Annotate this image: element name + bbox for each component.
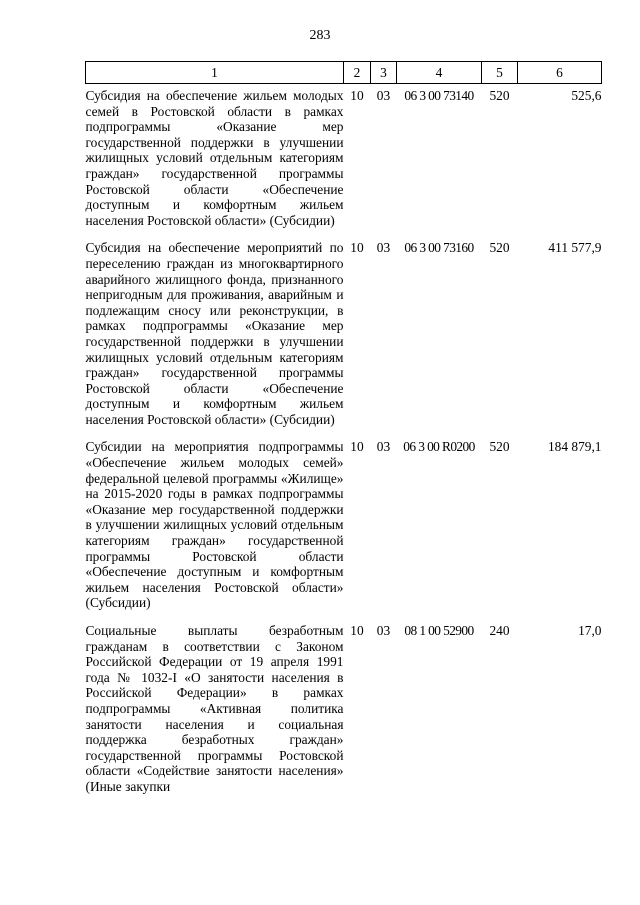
row-description: Субсидия на обеспечение мероприятий по переселению граждан из многоквартирного аварийного жилищного фонда, признанного непригодным для проживания, аварийным и подлежащим сносу или реконструкции, в рамках подпрограммы «Оказание мер государственной поддержки в улучшении жилищных условий отдельным категориям граждан» государственной программы Ростовской области «Обеспечение доступным и комфортным жильем населения Ростовской области» (Субсидии) [85,240,344,427]
row-expense-type: 240 [489,623,510,638]
row-amount: 17,0 [578,623,602,638]
row-amount: 525,6 [571,88,602,103]
table-header-row [86,62,602,84]
row-description: Субсидия на обеспечение жильем молодых семей в Ростовской области в рамках подпрограммы «Оказание мер государственной поддержки в улучшении жилищных условий отдельным категориям граждан» государственной программы Ростовской области «Обеспечение доступным и комфортным жильем населения Ростовской области» (Субсидии) [85,88,344,228]
budget-table [85,61,602,803]
table-row [86,619,602,803]
row-target-article: 06 3 00 73160 [404,240,474,256]
header-col-2: 2 [344,62,371,84]
row-amount: 184 879,1 [547,439,602,455]
header-col-1: 1 [86,62,344,84]
row-subsection: 03 [376,240,391,256]
row-section: 10 [350,439,364,455]
header-col-5: 5 [482,62,518,84]
row-section: 10 [350,240,364,256]
header-col-6: 6 [518,62,602,84]
table-row [86,236,602,435]
row-expense-type: 520 [489,88,510,103]
row-description: Субсидии на мероприятия подпрограммы «Обеспечение жильем молодых семей» федеральной целевой программы «Жилище» на 2015-2020 годы в рамках подпрограммы «Оказание мер государственной поддержки в улучшении жилищных условий отдельным категориям граждан» государственной программы Ростовской области «Обеспечение доступным и комфортным жильем населения Ростовской области» (Субсидии) [85,439,344,611]
row-expense-type: 520 [489,240,510,256]
row-target-article: 06 3 00 R0200 [403,439,475,455]
row-subsection: 03 [376,623,391,638]
page-number: 283 [309,28,331,43]
row-section: 10 [350,623,364,638]
header-col-4: 4 [397,62,482,84]
table-row [86,84,602,237]
header-col-3: 3 [371,62,397,84]
row-amount: 411 577,9 [548,240,602,256]
row-subsection: 03 [376,439,391,455]
row-target-article: 06 3 00 73140 [404,88,474,103]
row-expense-type: 520 [489,439,510,455]
row-section: 10 [350,88,364,103]
row-subsection: 03 [376,88,391,103]
row-target-article: 08 1 00 52900 [404,623,474,638]
table-row [86,435,602,619]
row-description: Социальные выплаты безработным гражданам в соответствии с Законом Российской Федерации от 19 апреля 1991 года № 1032-I «О занятости населения в Российской Федерации» в рамках подпрограммы «Активная политика занятости населения и социальная поддержка безработных граждан» государственной программы Ростовской области «Содействие занятости населения» (Иные закупки [85,623,344,794]
